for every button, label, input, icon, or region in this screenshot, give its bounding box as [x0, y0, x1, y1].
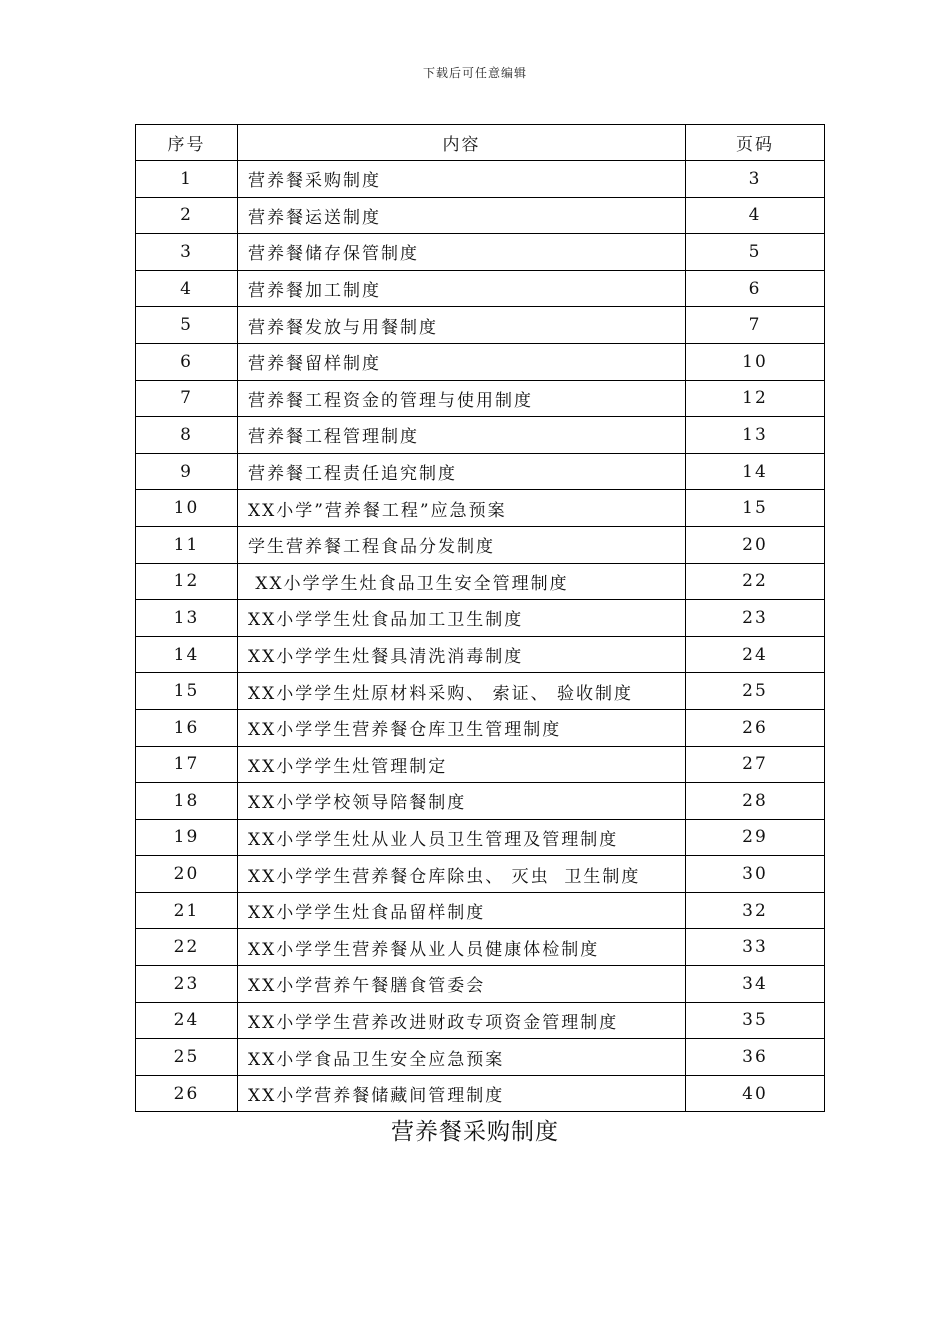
table-row [136, 966, 825, 1003]
row-page: 33 [686, 929, 825, 966]
table-row [136, 1075, 825, 1112]
header-page: 页码 [686, 125, 825, 161]
row-page: 29 [686, 819, 825, 856]
row-content: XX小学营养午餐膳食管委会 [238, 966, 686, 1003]
row-page: 36 [686, 1039, 825, 1076]
table-row [136, 343, 825, 380]
row-content: 营养餐工程责任追究制度 [238, 453, 686, 490]
table-row [136, 636, 825, 673]
table-row [136, 673, 825, 710]
row-page: 27 [686, 746, 825, 783]
row-number: 13 [136, 600, 238, 637]
row-content: 营养餐运送制度 [238, 197, 686, 234]
row-page: 32 [686, 892, 825, 929]
row-page: 30 [686, 856, 825, 893]
row-number: 6 [136, 343, 238, 380]
table-row [136, 197, 825, 234]
table-row [136, 819, 825, 856]
row-number: 15 [136, 673, 238, 710]
row-page: 10 [686, 343, 825, 380]
row-page: 24 [686, 636, 825, 673]
row-number: 23 [136, 966, 238, 1003]
header-note: 下载后可任意编辑 [422, 66, 527, 80]
row-page: 23 [686, 600, 825, 637]
table-of-contents [135, 124, 825, 1112]
row-page: 12 [686, 380, 825, 417]
section-title: 营养餐采购制度 [391, 1119, 559, 1145]
row-content: XX小学学生灶食品卫生安全管理制度 [238, 563, 686, 600]
row-number: 5 [136, 307, 238, 344]
row-number: 14 [136, 636, 238, 673]
table-row [136, 929, 825, 966]
row-number: 11 [136, 526, 238, 563]
row-content: XX小学学生灶食品留样制度 [238, 892, 686, 929]
row-number: 19 [136, 819, 238, 856]
table-body [136, 161, 825, 1112]
row-content: XX小学学生营养餐从业人员健康体检制度 [238, 929, 686, 966]
row-number: 17 [136, 746, 238, 783]
row-content: XX小学学生灶管理制定 [238, 746, 686, 783]
row-page: 22 [686, 563, 825, 600]
row-page: 35 [686, 1002, 825, 1039]
row-page: 34 [686, 966, 825, 1003]
row-content: 营养餐工程管理制度 [238, 417, 686, 454]
row-number: 25 [136, 1039, 238, 1076]
table-row [136, 490, 825, 527]
table-row [136, 270, 825, 307]
row-content: 营养餐采购制度 [238, 161, 686, 198]
row-number: 18 [136, 783, 238, 820]
row-page: 3 [686, 161, 825, 198]
row-page: 15 [686, 490, 825, 527]
table-row [136, 856, 825, 893]
row-content: XX小学学生营养改进财政专项资金管理制度 [238, 1002, 686, 1039]
row-content: 学生营养餐工程食品分发制度 [238, 526, 686, 563]
row-number: 22 [136, 929, 238, 966]
row-number: 26 [136, 1075, 238, 1112]
row-content: 营养餐留样制度 [238, 343, 686, 380]
row-page: 5 [686, 234, 825, 271]
row-number: 10 [136, 490, 238, 527]
row-content: 营养餐发放与用餐制度 [238, 307, 686, 344]
table-row [136, 417, 825, 454]
row-number: 21 [136, 892, 238, 929]
row-content: XX小学学生灶原材料采购、 索证、 验收制度 [238, 673, 686, 710]
row-content: XX小学学生营养餐仓库除虫、 灭虫 卫生制度 [238, 856, 686, 893]
row-number: 12 [136, 563, 238, 600]
row-page: 26 [686, 709, 825, 746]
row-page: 28 [686, 783, 825, 820]
row-content: 营养餐加工制度 [238, 270, 686, 307]
row-page: 40 [686, 1075, 825, 1112]
table-row [136, 892, 825, 929]
table-row [136, 380, 825, 417]
row-content: XX小学营养餐储藏间管理制度 [238, 1075, 686, 1112]
row-number: 1 [136, 161, 238, 198]
table-row [136, 1039, 825, 1076]
row-number: 24 [136, 1002, 238, 1039]
row-content: XX小学学生灶食品加工卫生制度 [238, 600, 686, 637]
table-row [136, 161, 825, 198]
row-page: 6 [686, 270, 825, 307]
row-number: 20 [136, 856, 238, 893]
header-content: 内容 [238, 125, 686, 161]
row-content: XX小学学生营养餐仓库卫生管理制度 [238, 709, 686, 746]
table-row [136, 1002, 825, 1039]
table-row [136, 234, 825, 271]
row-content: XX小学食品卫生安全应急预案 [238, 1039, 686, 1076]
table-row [136, 307, 825, 344]
table-row [136, 526, 825, 563]
table-row [136, 746, 825, 783]
row-number: 8 [136, 417, 238, 454]
row-content: XX小学学生灶餐具清洗消毒制度 [238, 636, 686, 673]
table-row [136, 783, 825, 820]
table-header-row [136, 125, 825, 161]
header-number: 序号 [136, 125, 238, 161]
row-page: 4 [686, 197, 825, 234]
table-row [136, 563, 825, 600]
row-number: 16 [136, 709, 238, 746]
row-number: 7 [136, 380, 238, 417]
row-page: 20 [686, 526, 825, 563]
table-row [136, 709, 825, 746]
row-page: 13 [686, 417, 825, 454]
row-page: 14 [686, 453, 825, 490]
table-row [136, 453, 825, 490]
table-row [136, 600, 825, 637]
row-content: 营养餐储存保管制度 [238, 234, 686, 271]
row-content: XX小学”营养餐工程”应急预案 [238, 490, 686, 527]
row-number: 4 [136, 270, 238, 307]
row-number: 3 [136, 234, 238, 271]
row-number: 2 [136, 197, 238, 234]
row-content: 营养餐工程资金的管理与使用制度 [238, 380, 686, 417]
row-page: 7 [686, 307, 825, 344]
row-content: XX小学学生灶从业人员卫生管理及管理制度 [238, 819, 686, 856]
row-page: 25 [686, 673, 825, 710]
row-number: 9 [136, 453, 238, 490]
row-content: XX小学学校领导陪餐制度 [238, 783, 686, 820]
